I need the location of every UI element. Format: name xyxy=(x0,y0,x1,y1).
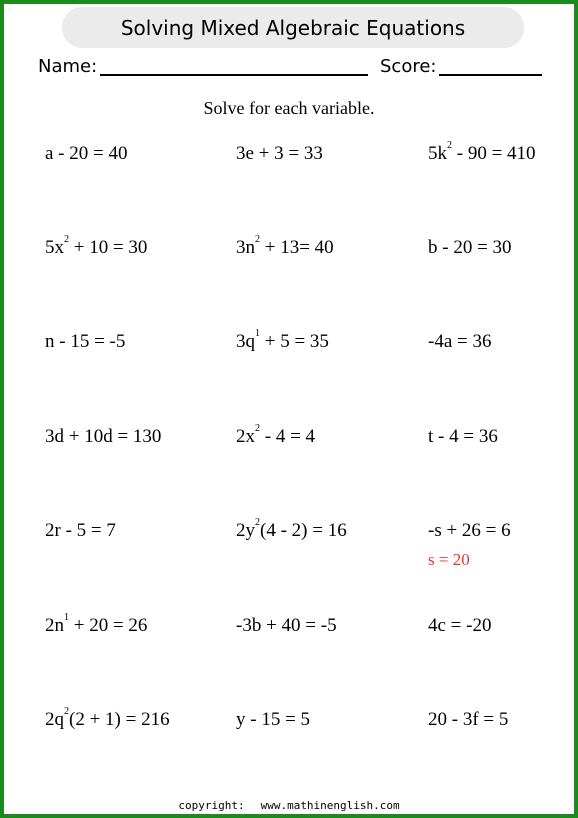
instructions: Solve for each variable. xyxy=(203,98,375,118)
equation-text: + 5 = 35 xyxy=(260,331,329,352)
exponent: 2 xyxy=(255,234,260,245)
equation-text: - 4 = 4 xyxy=(260,426,316,447)
copyright-label: copyright: xyxy=(178,799,245,812)
equation-text: 5x xyxy=(45,237,64,258)
equation-text: 3q xyxy=(236,331,255,352)
equation-r3c3 xyxy=(428,332,491,351)
equation-r3c1 xyxy=(45,332,125,351)
equation-text: y - 15 = 5 xyxy=(236,709,311,730)
equation-text: -4a = 36 xyxy=(428,331,492,352)
name-label: Name: xyxy=(38,56,98,77)
score-label: Score: xyxy=(380,56,437,77)
equation-r6c1 xyxy=(45,612,148,636)
equation-text: (2 + 1) = 216 xyxy=(69,709,170,730)
equation-text: 3e + 3 = 33 xyxy=(236,143,323,164)
equation-r7c1 xyxy=(45,706,170,730)
equation-r2c2 xyxy=(236,234,334,258)
equation-text: 2y xyxy=(236,520,255,541)
equation-text: - 90 = 410 xyxy=(452,143,536,164)
equation-text: 3n xyxy=(236,237,255,258)
equation-r6c2 xyxy=(236,616,337,635)
equation-text: 20 - 3f = 5 xyxy=(428,709,509,730)
equation-text: -3b + 40 = -5 xyxy=(236,615,337,636)
equation-r1c1 xyxy=(45,144,127,163)
equation-r5c2 xyxy=(236,517,347,541)
equation-text: + 10 = 30 xyxy=(69,237,148,258)
name-field-line[interactable] xyxy=(100,74,368,76)
equation-r3c2 xyxy=(236,328,329,352)
equation-text: + 13= 40 xyxy=(260,237,334,258)
sample-answer: s = 20 xyxy=(428,550,470,569)
equation-r6c3 xyxy=(428,616,491,635)
equation-r2c1 xyxy=(45,234,148,258)
equation-r5c1 xyxy=(45,521,116,540)
exponent: 1 xyxy=(255,328,260,339)
equation-r4c2 xyxy=(236,423,316,447)
equation-r5c3 xyxy=(428,521,511,540)
exponent: 2 xyxy=(255,517,260,528)
equation-r4c3 xyxy=(428,427,498,446)
equation-r4c1 xyxy=(45,427,161,446)
page-title: Solving Mixed Algebraic Equations xyxy=(62,7,524,48)
equation-text: (4 - 2) = 16 xyxy=(260,520,347,541)
footer xyxy=(4,799,574,812)
equation-r2c3 xyxy=(428,238,512,257)
equation-text: 2x xyxy=(236,426,255,447)
equation-text: a - 20 = 40 xyxy=(45,143,128,164)
equation-text: + 20 = 26 xyxy=(69,615,148,636)
exponent: 2 xyxy=(255,423,260,434)
exponent: 1 xyxy=(64,612,69,623)
equation-text: n - 15 = -5 xyxy=(45,331,126,352)
exponent: 2 xyxy=(447,140,452,151)
equation-r7c2 xyxy=(236,710,310,729)
exponent: 2 xyxy=(64,234,69,245)
website-link[interactable]: www.mathinenglish.com xyxy=(260,799,400,812)
exponent: 2 xyxy=(64,706,69,717)
score-field-line[interactable] xyxy=(439,74,542,76)
equation-text: 3d + 10d = 130 xyxy=(45,426,162,447)
equation-text: 2r - 5 = 7 xyxy=(45,520,116,541)
equation-text: b - 20 = 30 xyxy=(428,237,512,258)
equation-r1c2 xyxy=(236,144,323,163)
equation-text: -s + 26 = 6 xyxy=(428,520,511,541)
equation-r7c3 xyxy=(428,710,508,729)
equation-text: 5k xyxy=(428,143,447,164)
equation-r1c3 xyxy=(428,140,536,164)
equation-text: t - 4 = 36 xyxy=(428,426,498,447)
equation-text: 2q xyxy=(45,709,64,730)
equation-text: 4c = -20 xyxy=(428,615,492,636)
equation-text: 2n xyxy=(45,615,64,636)
